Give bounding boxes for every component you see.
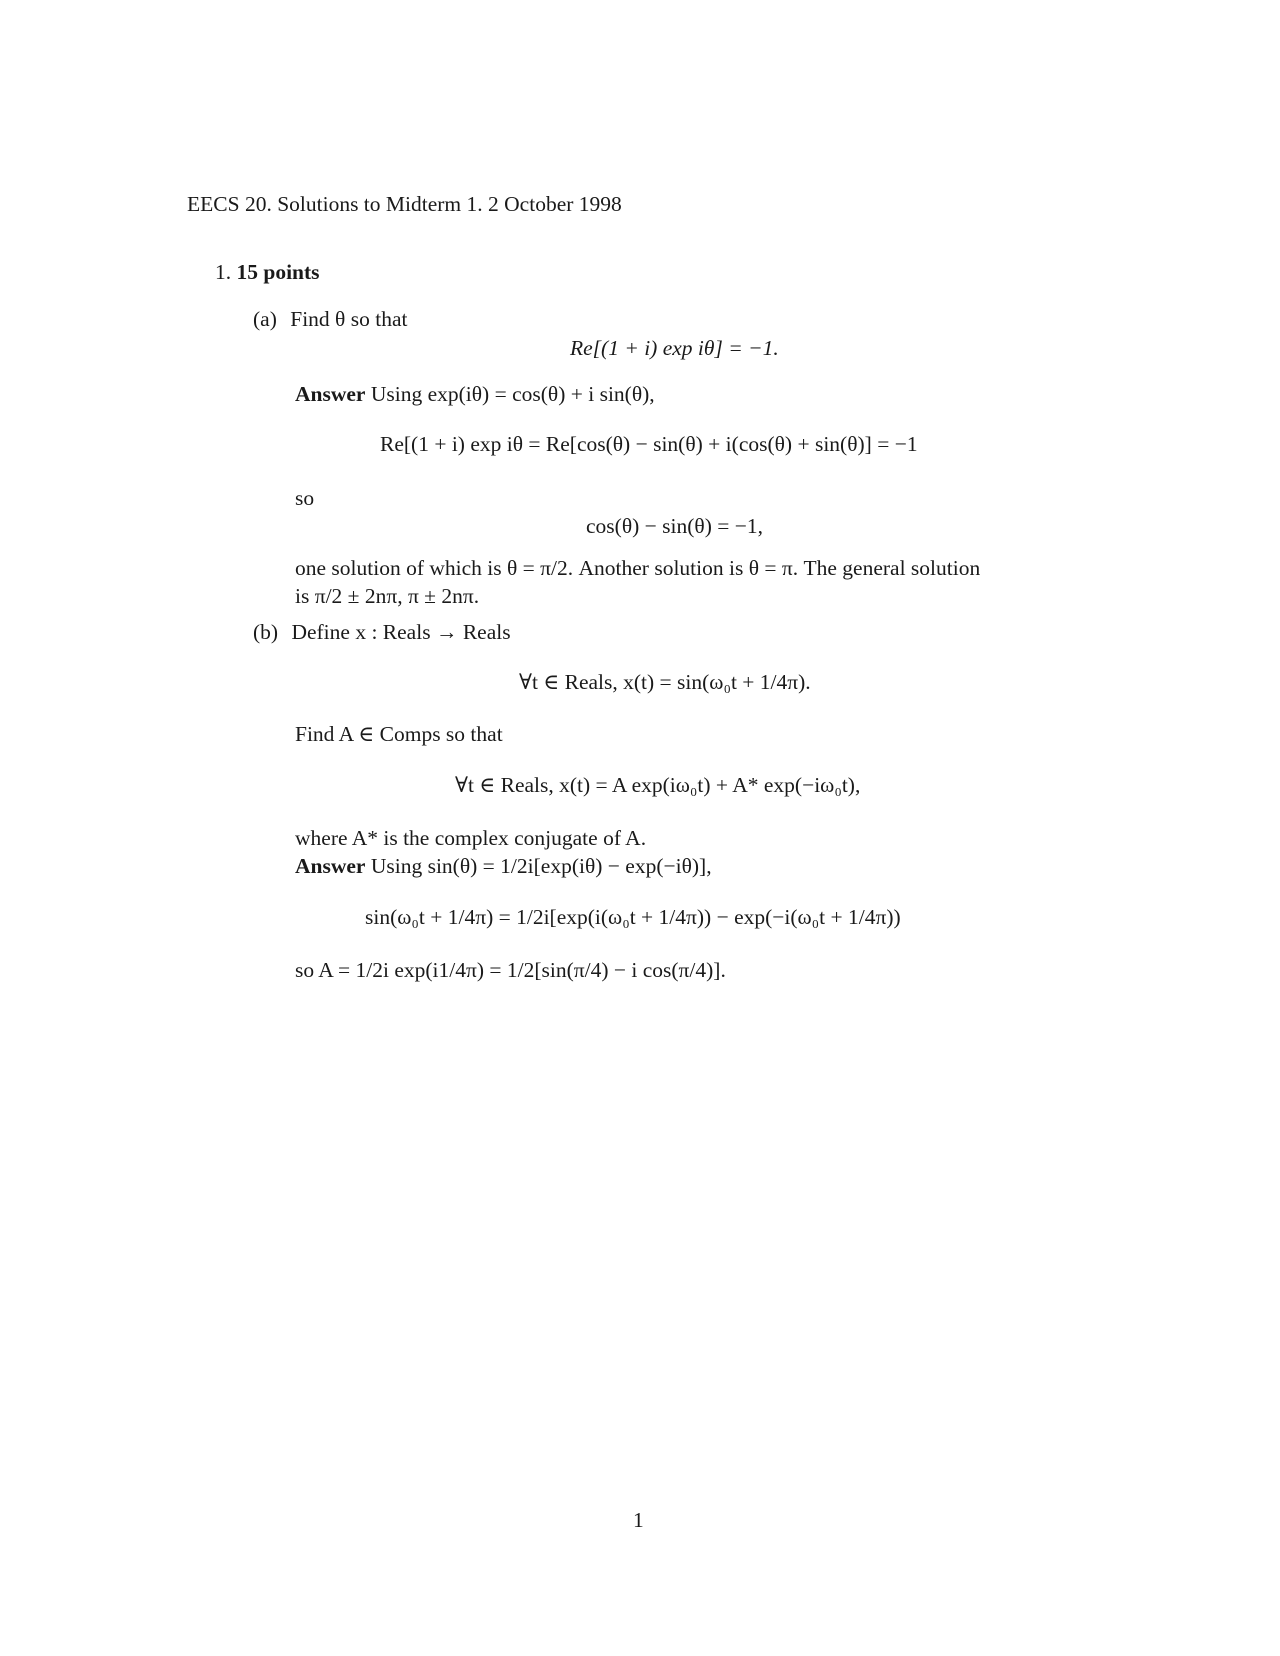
part-b-label: (b) — [253, 620, 279, 644]
part-a-derivation: Re[(1 + i) exp iθ = Re[cos(θ) − sin(θ) + i(cos(θ) + sin(θ)] = −1 — [380, 432, 918, 456]
part-b-find-line: Find A ∈ Comps so that — [295, 722, 503, 746]
part-a-answer-line — [295, 382, 655, 408]
part-b-answer-intro: Using sin(θ) = 1/2i[exp(iθ) − exp(−iθ)], — [370, 854, 712, 878]
part-a-answer-label: Answer — [295, 382, 366, 406]
part-b-prompt: Define x : Reals → Reals — [291, 620, 511, 644]
part-b-derivation: sin(ω₀t + 1/4π) = 1/2i[exp(i(ω₀t + 1/4π)) − exp(−i(ω₀t + 1/4π)) — [365, 905, 901, 929]
problem-heading — [215, 260, 320, 286]
page-title: EECS 20. Solutions to Midterm 1. 2 October 1998 — [187, 192, 622, 216]
part-a-answer-intro: Using exp(iθ) = cos(θ) + i sin(θ), — [370, 382, 655, 406]
part-b-conclusion: so A = 1/2i exp(i1/4π) = 1/2[sin(π/4) − i cos(π/4)]. — [295, 958, 726, 982]
problem-points: 15 points — [236, 260, 320, 284]
part-b-where-line: where A* is the complex conjugate of A. — [295, 826, 647, 850]
part-a-prompt-line — [253, 307, 407, 333]
part-a-equation: Re[(1 + i) exp iθ] = −1. — [570, 336, 779, 360]
page-number: 1 — [633, 1508, 644, 1532]
part-a-label: (a) — [253, 307, 277, 331]
part-b-target-equation: ∀t ∈ Reals, x(t) = A exp(iω₀t) + A* exp(−iω₀t), — [455, 773, 861, 797]
part-b-answer-line — [295, 854, 712, 880]
part-a-so: so — [295, 486, 315, 510]
part-b-definition: ∀t ∈ Reals, x(t) = sin(ω₀t + 1/4π). — [519, 670, 811, 694]
part-a-conclusion-line1: one solution of which is θ = π/2. Another solution is θ = π. The general solution — [295, 556, 981, 580]
part-b-answer-label: Answer — [295, 854, 366, 878]
part-a-result-equation: cos(θ) − sin(θ) = −1, — [586, 514, 763, 538]
part-a-conclusion-line2: is π/2 ± 2nπ, π ± 2nπ. — [295, 584, 480, 608]
part-b-prompt-line — [253, 620, 511, 646]
problem-number: 1. — [215, 260, 232, 284]
part-a-prompt: Find θ so that — [290, 307, 408, 331]
